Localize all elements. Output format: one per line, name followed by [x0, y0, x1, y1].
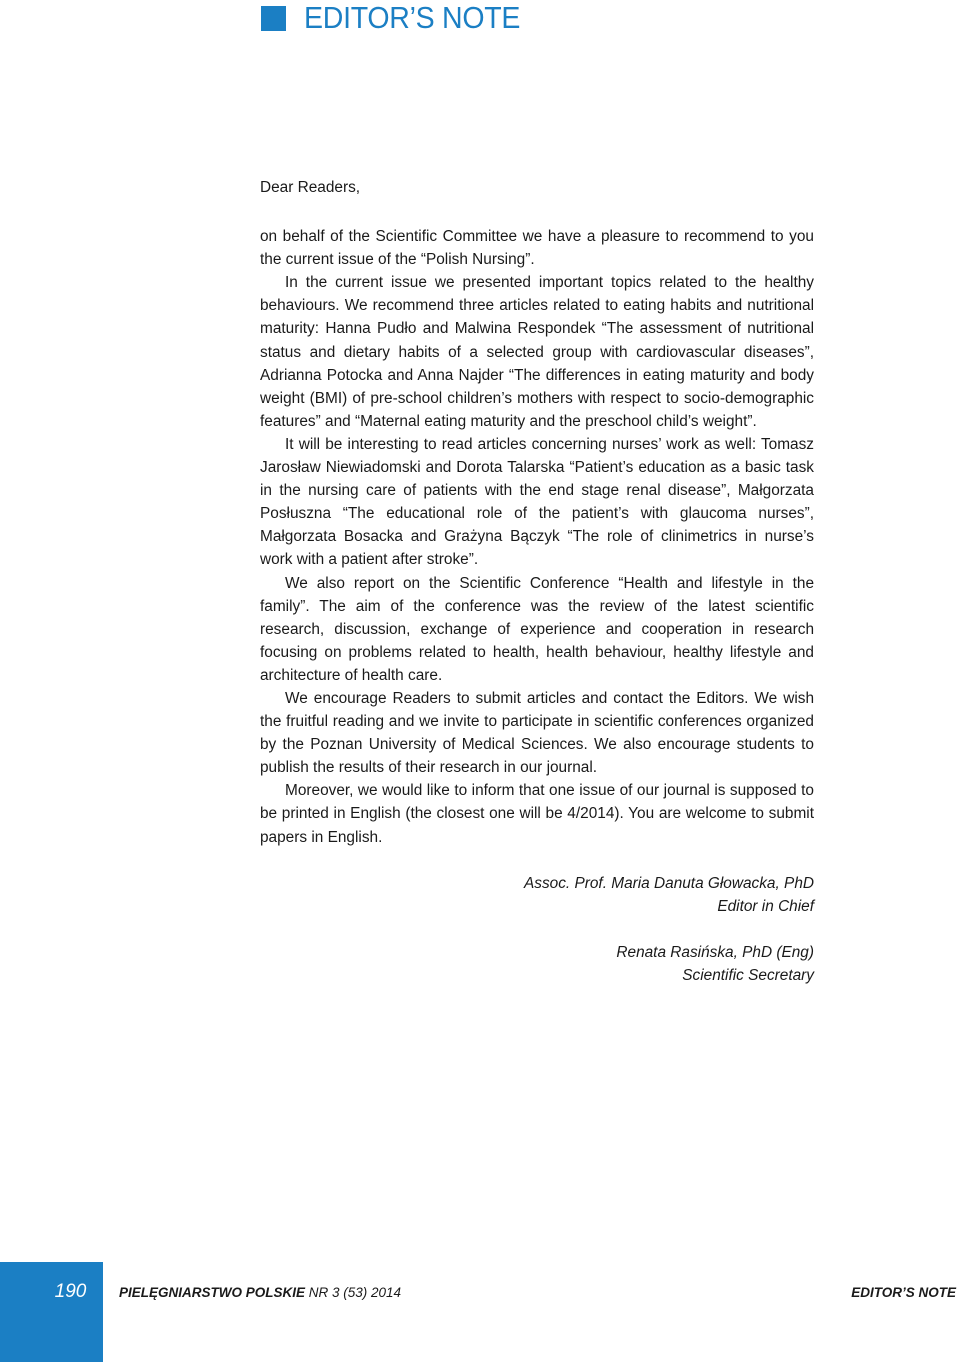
- journal-name: PIELĘGNIARSTWO POLSKIE: [119, 1285, 306, 1300]
- paragraph-conference: We also report on the Scientific Conference “Health and lifestyle in the family”. The aim of the conference was the review of the latest scientific research, discussion, exchange of experience and cooperation in research focusing on problems related to health, health behaviour, healthy lifestyle and architecture of health care.: [260, 574, 814, 684]
- paragraph-healthy-behaviours: In the current issue we presented important topics related to the healthy behaviours. We recommend three articles related to eating habits and nutritional maturity: Hanna Pudło and Malwina Respondek “The assessment of nutritional status and dietary habits of a selected group with cardiovascular diseases”, Adrianna Potocka and Anna Najder “The differences in eating maturity and body weight (BMI) of pre-school children’s mothers with respect to socio-demographic features” and “Maternal eating maturity and the preschool child’s weight”.: [260, 274, 814, 430]
- footer-journal: [119, 1284, 401, 1302]
- paragraph-intro: on behalf of the Scientific Committee we have a pleasure to recommend to you the current issue of the “Polish Nursing”.: [260, 228, 814, 269]
- signature-name: Renata Rasińska, PhD (Eng): [616, 943, 814, 961]
- paragraph-nurses-work: It will be interesting to read articles concerning nurses’ work as well: Tomasz Jarosław Niewiadomski and Dorota Talarska “Patient’s education as a basic task in the nursing care of patients with the end stage renal disease”, Małgorzata Posłuszna “The educational role of the patient’s with glaucoma nurses”, Małgorzata Bosacka and Grażyna Bączyk “The role of clinimetrics in nurse’s work with a patient after stroke”.: [260, 435, 814, 569]
- paragraph-encourage: We encourage Readers to submit articles and contact the Editors. We wish the fruitful reading and we invite to participate in scientific conferences organized by the Poznan University of Medical Sciences. We also encourage students to publish the results of their research in our journal.: [260, 689, 814, 777]
- signature-role: Scientific Secretary: [682, 966, 814, 984]
- header-square-marker: [261, 6, 286, 31]
- footer-color-box: [0, 1262, 103, 1362]
- page-number: 190: [54, 1281, 87, 1302]
- signature-secretary: [260, 941, 814, 987]
- letter-body: [260, 176, 814, 987]
- footer-section-title: EDITOR’S NOTE: [851, 1285, 956, 1300]
- page-footer: [0, 1262, 960, 1362]
- paragraph-english-issue: Moreover, we would like to inform that one issue of our journal is supposed to be printed in English (the closest one will be 4/2014). You are welcome to submit papers in English.: [260, 782, 814, 846]
- greeting: Dear Readers,: [260, 179, 361, 196]
- signature-name: Assoc. Prof. Maria Danuta Głowacka, PhD: [524, 874, 814, 892]
- journal-issue: NR 3 (53) 2014: [305, 1285, 402, 1300]
- signature-editor: [260, 872, 814, 918]
- signature-role: Editor in Chief: [717, 897, 814, 915]
- page-title: EDITOR’S NOTE: [304, 0, 521, 35]
